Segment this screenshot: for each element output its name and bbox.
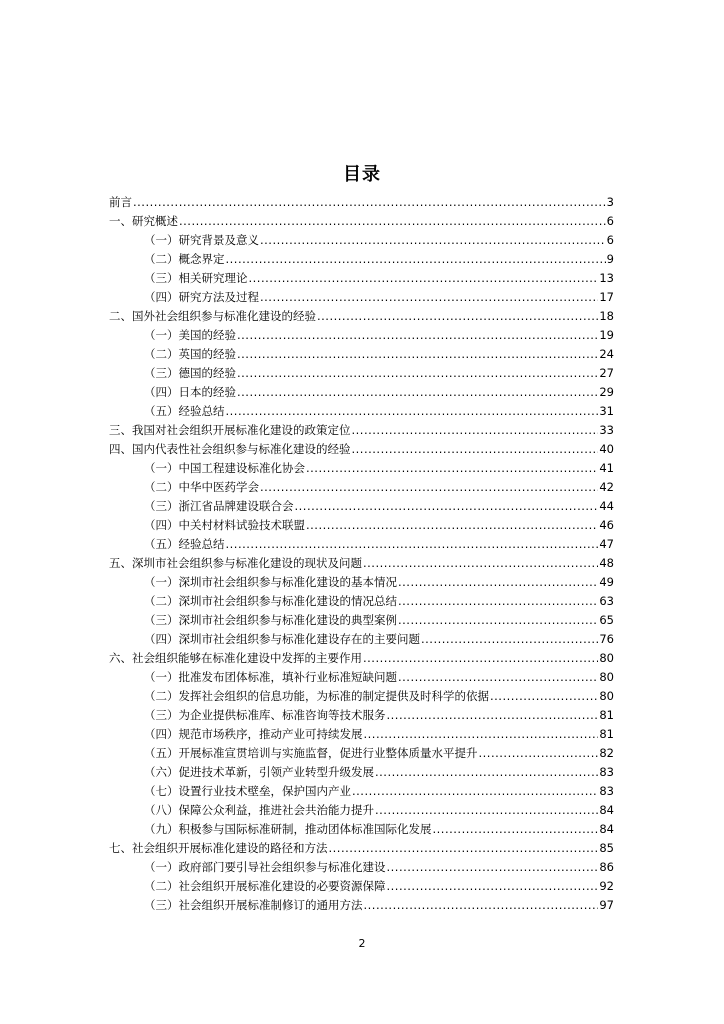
toc-entry-title: 三、我国对社会组织开展标准化建设的政策定位 [109,423,351,437]
toc-entry-page-number: 85 [599,841,614,855]
toc-entry-page-number: 80 [599,670,614,684]
toc-subsection-entry[interactable] [109,763,614,782]
toc-entry-title: （五）经验总结 [144,537,225,551]
toc-entry-title: （四）研究方法及过程 [144,290,259,304]
toc-entry-title: （一）中国工程建设标准化协会 [144,461,305,475]
toc-dot-leader [179,212,606,231]
toc-entry-page-number: 19 [599,328,614,342]
toc-subsection-entry[interactable] [109,269,614,288]
toc-entry-page-number: 40 [599,442,614,456]
toc-section-entry[interactable] [109,554,614,573]
toc-entry-title: 一、研究概述 [109,214,178,228]
toc-entry-title: （一）深圳市社会组织参与标准化建设的基本情况 [144,575,397,589]
toc-entry-title: （三）浙江省品牌建设联合会 [144,499,294,513]
toc-entry-page-number: 86 [599,860,614,874]
toc-entry-page-number: 24 [599,347,614,361]
toc-entry-page-number: 82 [599,746,614,760]
toc-dot-leader [387,877,599,896]
toc-dot-leader [226,535,599,554]
page-number: 2 [358,937,366,950]
toc-subsection-entry[interactable] [109,782,614,801]
toc-subsection-entry[interactable] [109,326,614,345]
toc-entry-page-number: 84 [599,803,614,817]
toc-dot-leader [398,592,598,611]
toc-entry-title: （三）为企业提供标准库、标准咨询等技术服务 [144,708,386,722]
toc-entry-title: （二）深圳市社会组织参与标准化建设的情况总结 [144,594,397,608]
toc-entry-page-number: 41 [599,461,614,475]
toc-section-entry[interactable] [109,307,614,326]
toc-dot-leader [352,782,598,801]
toc-subsection-entry[interactable] [109,706,614,725]
toc-entry-page-number: 17 [599,290,614,304]
toc-section-entry[interactable] [109,193,614,212]
toc-entry-page-number: 81 [599,708,614,722]
toc-entry-title: （四）中关村材料试验技术联盟 [144,518,305,532]
toc-entry-page-number: 63 [599,594,614,608]
toc-subsection-entry[interactable] [109,345,614,364]
toc-entry-title: （五）经验总结 [144,404,225,418]
toc-entry-page-number: 49 [599,575,614,589]
toc-entry-title: （一）政府部门要引导社会组织参与标准化建设 [144,860,386,874]
toc-dot-leader [364,725,599,744]
toc-entry-page-number: 46 [599,518,614,532]
toc-entry-page-number: 84 [599,822,614,836]
toc-dot-leader [306,459,598,478]
toc-entry-title: （一）批准发布团体标准，填补行业标准短缺问题 [144,670,397,684]
toc-entry-title: （八）保障公众利益，推进社会共治能力提升 [144,803,374,817]
toc-dot-leader [237,345,598,364]
toc-subsection-entry[interactable] [109,611,614,630]
toc-entry-page-number: 80 [599,689,614,703]
toc-entry-page-number: 83 [599,784,614,798]
toc-entry-title: （一）研究背景及意义 [144,233,259,247]
toc-entry-page-number: 27 [599,366,614,380]
toc-subsection-entry[interactable] [109,497,614,516]
toc-dot-leader [363,649,598,668]
toc-dot-leader [226,402,599,421]
toc-entry-title: （七）设置行业技术壁垒，保护国内产业 [144,784,351,798]
toc-subsection-entry[interactable] [109,725,614,744]
toc-entry-title: （三）德国的经验 [144,366,236,380]
toc-dot-leader [352,440,599,459]
toc-dot-leader [249,269,599,288]
toc-section-entry[interactable] [109,421,614,440]
toc-subsection-entry[interactable] [109,459,614,478]
toc-entry-page-number: 9 [606,252,614,266]
toc-entry-title: （三）社会组织开展标准制修订的通用方法 [144,898,363,912]
toc-entry-page-number: 13 [599,271,614,285]
toc-entry-title: （九）积极参与国际标准研制，推动团体标准国际化发展 [144,822,432,836]
toc-dot-leader [133,193,606,212]
toc-subsection-entry[interactable] [109,820,614,839]
toc-entry-page-number: 29 [599,385,614,399]
table-of-contents [109,193,614,915]
toc-entry-page-number: 3 [606,195,614,209]
toc-subsection-entry[interactable] [109,364,614,383]
toc-entry-page-number: 48 [599,556,614,570]
toc-entry-title: （二）社会组织开展标准化建设的必要资源保障 [144,879,386,893]
toc-entry-title: （四）日本的经验 [144,385,236,399]
toc-subsection-entry[interactable] [109,801,614,820]
toc-dot-leader [237,364,598,383]
toc-subsection-entry[interactable] [109,592,614,611]
toc-section-entry[interactable] [109,649,614,668]
toc-entry-title: （三）深圳市社会组织参与标准化建设的典型案例 [144,613,397,627]
toc-dot-leader [329,839,599,858]
toc-dot-leader [317,307,598,326]
toc-subsection-entry[interactable] [109,744,614,763]
toc-dot-leader [260,288,598,307]
toc-entry-title: 四、国内代表性社会组织参与标准化建设的经验 [109,442,351,456]
toc-subsection-entry[interactable] [109,896,614,915]
toc-entry-page-number: 81 [599,727,614,741]
toc-dot-leader [375,801,598,820]
toc-dot-leader [375,763,598,782]
toc-dot-leader [237,326,598,345]
toc-entry-title: 二、国外社会组织参与标准化建设的经验 [109,309,316,323]
toc-subsection-entry[interactable] [109,858,614,877]
toc-subsection-entry[interactable] [109,877,614,896]
toc-entry-title: （四）规范市场秩序，推动产业可持续发展 [144,727,363,741]
toc-entry-page-number: 47 [599,537,614,551]
toc-entry-page-number: 97 [599,898,614,912]
toc-dot-leader [479,744,599,763]
toc-dot-leader [260,478,598,497]
toc-subsection-entry[interactable] [109,573,614,592]
toc-entry-title: （四）深圳市社会组织参与标准化建设存在的主要问题 [144,632,420,646]
toc-dot-leader [295,497,599,516]
toc-entry-title: （六）促进技术革新，引领产业转型升级发展 [144,765,374,779]
toc-entry-title: （二）中华中医药学会 [144,480,259,494]
toc-dot-leader [433,820,599,839]
toc-entry-page-number: 80 [599,651,614,665]
toc-entry-title: 前言 [109,195,132,209]
toc-section-entry[interactable] [109,212,614,231]
toc-entry-page-number: 6 [606,214,614,228]
toc-entry-title: （二）概念界定 [144,252,225,266]
toc-subsection-entry[interactable] [109,383,614,402]
toc-entry-title: （一）美国的经验 [144,328,236,342]
toc-dot-leader [260,231,606,250]
toc-subsection-entry[interactable] [109,687,614,706]
toc-dot-leader [387,858,599,877]
toc-dot-leader [237,383,598,402]
toc-entry-title: 五、深圳市社会组织参与标准化建设的现状及问题 [109,556,362,570]
toc-entry-title: （二）发挥社会组织的信息功能，为标准的制定提供及时科学的依据 [144,689,489,703]
toc-dot-leader [398,573,598,592]
toc-entry-page-number: 18 [599,309,614,323]
toc-subsection-entry[interactable] [109,250,614,269]
toc-dot-leader [226,250,606,269]
toc-subsection-entry[interactable] [109,231,614,250]
toc-entry-title: （五）开展标准宣贯培训与实施监督，促进行业整体质量水平提升 [144,746,478,760]
toc-entry-title: 六、社会组织能够在标准化建设中发挥的主要作用 [109,651,362,665]
toc-section-entry[interactable] [109,839,614,858]
toc-dot-leader [364,896,599,915]
toc-entry-page-number: 92 [599,879,614,893]
toc-entry-page-number: 31 [599,404,614,418]
toc-dot-leader [352,421,599,440]
toc-entry-page-number: 83 [599,765,614,779]
toc-entry-title: （二）英国的经验 [144,347,236,361]
toc-section-entry[interactable] [109,440,614,459]
toc-dot-leader [387,706,599,725]
toc-entry-title: （三）相关研究理论 [144,271,248,285]
toc-entry-page-number: 6 [606,233,614,247]
toc-subsection-entry[interactable] [109,630,614,649]
toc-subsection-entry[interactable] [109,478,614,497]
toc-entry-page-number: 76 [599,632,614,646]
toc-dot-leader [363,554,598,573]
toc-subsection-entry[interactable] [109,668,614,687]
toc-dot-leader [306,516,598,535]
toc-dot-leader [398,611,598,630]
toc-dot-leader [421,630,598,649]
toc-entry-page-number: 44 [599,499,614,513]
toc-entry-page-number: 33 [599,423,614,437]
toc-subsection-entry[interactable] [109,288,614,307]
toc-entry-page-number: 42 [599,480,614,494]
toc-subsection-entry[interactable] [109,402,614,421]
toc-entry-page-number: 65 [599,613,614,627]
toc-title: 目录 [343,164,381,185]
toc-entry-title: 七、社会组织开展标准化建设的路径和方法 [109,841,328,855]
toc-subsection-entry[interactable] [109,535,614,554]
toc-dot-leader [398,668,598,687]
toc-dot-leader [490,687,598,706]
toc-subsection-entry[interactable] [109,516,614,535]
